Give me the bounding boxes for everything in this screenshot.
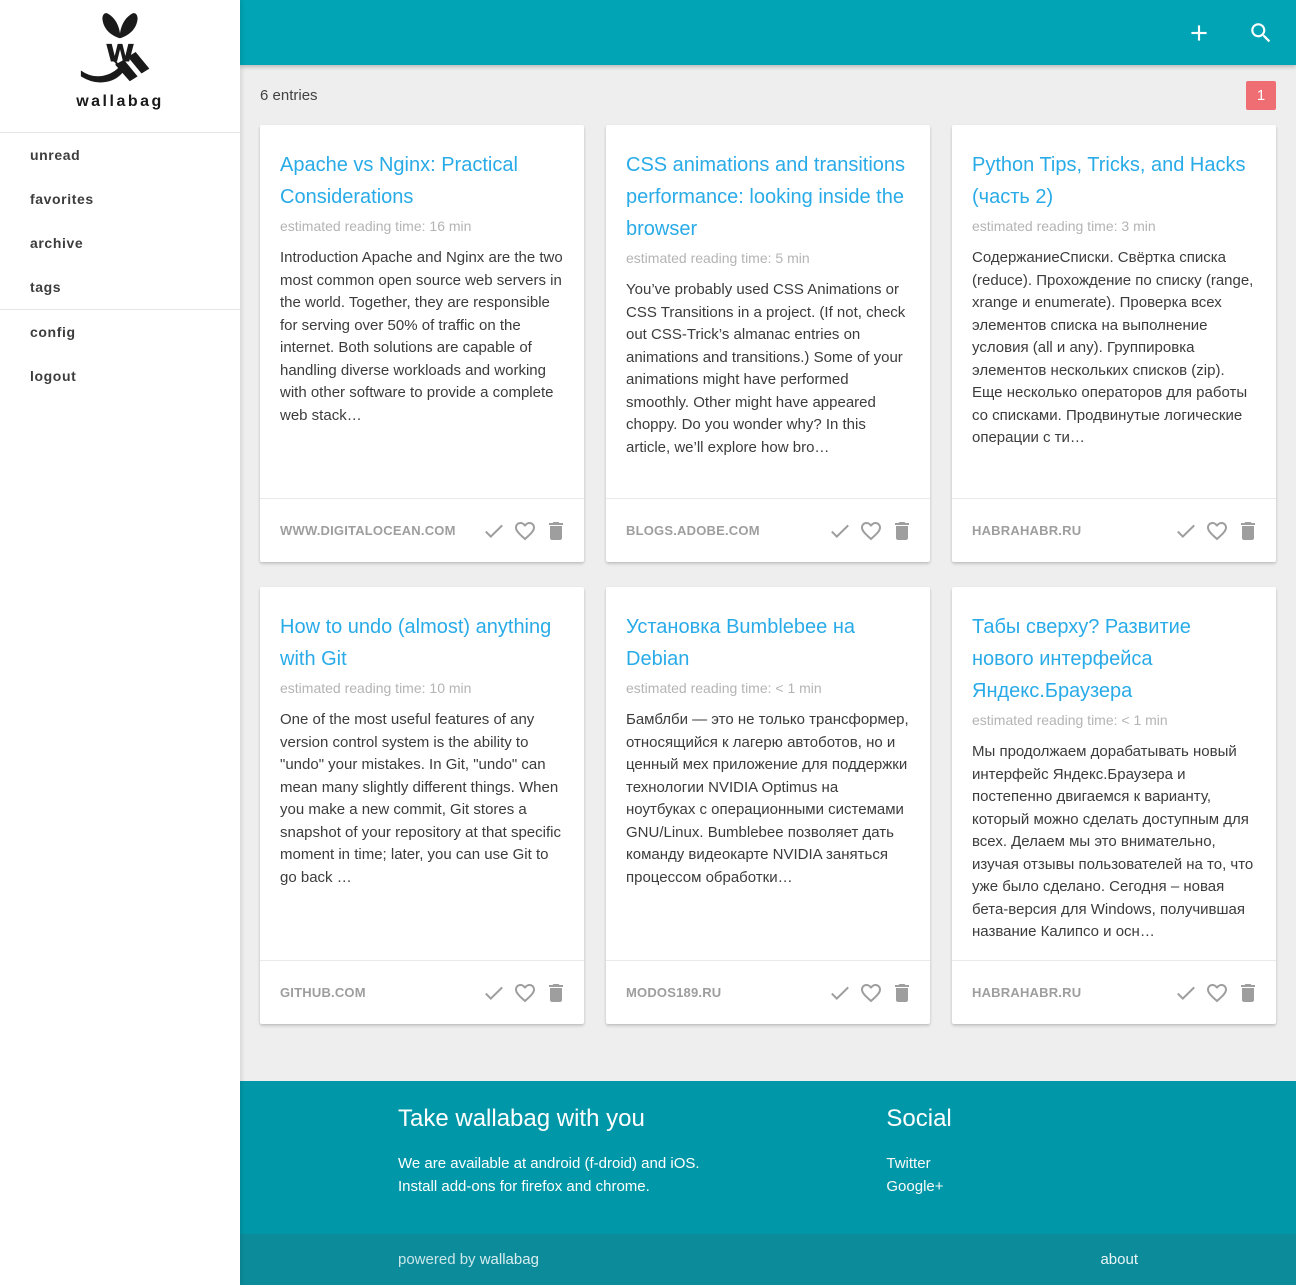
sidebar-item-logout[interactable] (0, 354, 240, 398)
search-icon[interactable] (1248, 20, 1274, 46)
entry-domain: HABRAHABR.RU (972, 523, 1082, 538)
mark-as-read-icon[interactable] (1174, 519, 1198, 543)
entry-title-link[interactable]: Python Tips, Tricks, and Hacks (часть 2) (972, 154, 1246, 208)
delete-trash-icon[interactable] (1236, 519, 1260, 543)
entry-card-content (606, 125, 930, 498)
sidebar-item-archive[interactable] (0, 221, 240, 265)
entry-card-footer (952, 498, 1276, 562)
favorite-heart-icon[interactable] (1205, 981, 1229, 1005)
entry-card (952, 587, 1276, 1024)
twitter-link[interactable]: Twitter (886, 1155, 931, 1172)
google-plus-link[interactable]: Google+ (886, 1178, 944, 1195)
top-bar (240, 0, 1296, 65)
footer-take-line1: We are available at android (f-droid) and iOS. (398, 1155, 700, 1172)
entry-title-link[interactable]: CSS animations and transitions performance: looking inside the browser (626, 154, 906, 240)
entry-card-footer (260, 498, 584, 562)
entry-card-content (952, 125, 1276, 498)
entry-domain: GITHUB.COM (280, 985, 366, 1000)
wallabag-logo-link[interactable] (0, 0, 240, 133)
main-area (240, 0, 1296, 1285)
entry-excerpt: Бамблби — это не только трансформер, относящийся к лагерю автоботов, но и ценный мех приложение для поддержки технологии NVIDIA Optimus на ноутбуках с операционными системами GNU/Linux. Bumblebee позволяет дать команду видеокарте NVIDIA заняться процессом обработки… (626, 711, 909, 886)
wallabag-logotype: wallabag (76, 93, 164, 110)
entry-reading-time: estimated reading time: 5 min (626, 250, 810, 266)
sidebar-item-tags[interactable] (0, 265, 240, 309)
footer-take-line2: Install add-ons for firefox and chrome. (398, 1178, 650, 1195)
entry-card (952, 125, 1276, 562)
mark-as-read-icon[interactable] (482, 519, 506, 543)
footer-social-column (886, 1105, 1138, 1198)
entry-excerpt: СодержаниеСписки. Свёртка списка (reduce). Прохождение по списку (range, xrange и enumerate). Проверка всех элементов списка на выполнение условия (all и any). Группировка элементов нескольких списков (zip). Еще несколько операторов для работы со списками. Продвинутые логические операции с ти… (972, 249, 1254, 446)
entry-card (260, 125, 584, 562)
entry-card (606, 125, 930, 562)
add-entry-icon[interactable] (1186, 20, 1212, 46)
entry-reading-time: estimated reading time: 10 min (280, 680, 472, 696)
entry-title-link[interactable]: How to undo (almost) anything with Git (280, 616, 552, 670)
footer-take-column (398, 1105, 886, 1198)
entry-card-footer (606, 498, 930, 562)
about-link[interactable]: about (1100, 1251, 1138, 1268)
entries-count: 6 entries (260, 86, 318, 104)
entry-domain: BLOGS.ADOBE.COM (626, 523, 760, 538)
pagination-page-1[interactable]: 1 (1246, 81, 1276, 110)
entry-card-content (260, 125, 584, 498)
sidebar-menu (0, 133, 240, 398)
entry-domain: HABRAHABR.RU (972, 985, 1082, 1000)
entry-card (260, 587, 584, 1024)
entry-excerpt: You’ve probably used CSS Animations or CSS Transitions in a project. (If not, check out CSS-Trick’s almanac entries on animations and transitions.) Some of your animations might have performed smoothly. Other might have appeared choppy. Do you wonder why? In this article, we’ll explore how bro… (626, 281, 906, 456)
entry-reading-time: estimated reading time: < 1 min (626, 680, 822, 696)
entry-reading-time: estimated reading time: 16 min (280, 218, 472, 234)
entry-card-content (260, 587, 584, 960)
delete-trash-icon[interactable] (1236, 981, 1260, 1005)
entry-domain: MODOS189.RU (626, 985, 722, 1000)
entry-title-link[interactable]: Apache vs Nginx: Practical Considerations (280, 154, 518, 208)
entry-card-content (952, 587, 1276, 960)
delete-trash-icon[interactable] (890, 981, 914, 1005)
mark-as-read-icon[interactable] (828, 519, 852, 543)
entry-reading-time: estimated reading time: < 1 min (972, 712, 1168, 728)
page-footer (240, 1081, 1296, 1285)
mark-as-read-icon[interactable] (828, 981, 852, 1005)
favorite-heart-icon[interactable] (1205, 519, 1229, 543)
delete-trash-icon[interactable] (544, 981, 568, 1005)
footer-social-title: Social (886, 1105, 952, 1132)
sidebar-item-label: favorites (30, 191, 94, 207)
sidebar-item-label: tags (30, 279, 62, 295)
mark-as-read-icon[interactable] (482, 981, 506, 1005)
sidebar-item-config[interactable] (0, 310, 240, 354)
sidebar (0, 0, 240, 1285)
entries-content (240, 65, 1296, 1081)
favorite-heart-icon[interactable] (859, 519, 883, 543)
wallabag-logo-icon (0, 6, 240, 94)
entry-card-content (606, 587, 930, 960)
entry-card-footer (606, 960, 930, 1024)
entry-title-link[interactable]: Табы сверху? Развитие нового интерфейса Яндекс.Браузера (972, 616, 1191, 702)
sidebar-item-label: unread (30, 147, 81, 163)
footer-copyright-bar (240, 1234, 1296, 1285)
sidebar-item-label: logout (30, 368, 77, 384)
sidebar-item-label: archive (30, 235, 84, 251)
entry-card (606, 587, 930, 1024)
delete-trash-icon[interactable] (890, 519, 914, 543)
entry-excerpt: Introduction Apache and Nginx are the two most common open source web servers in the world. Together, they are responsible for serving over 50% of traffic on the internet. Both solutions are capable of handling diverse workloads and working with other software to provide a complete web stack… (280, 249, 563, 424)
mark-as-read-icon[interactable] (1174, 981, 1198, 1005)
footer-take-title: Take wallabag with you (398, 1105, 645, 1132)
entries-toolbar (260, 65, 1276, 125)
footer-main (240, 1081, 1296, 1234)
entries-grid (260, 125, 1276, 1024)
sidebar-item-unread[interactable] (0, 133, 240, 177)
powered-by-text (398, 1251, 539, 1268)
entry-card-footer (260, 960, 584, 1024)
entry-excerpt: Мы продолжаем дорабатывать новый интерфейс Яндекс.Браузера и постепенно двигаемся к варианту, который можно сделать доступным для всех. Делаем мы это внимательно, изучая отзывы пользователей на то, что уже было сделано. Сегодня – новая бета-версия для Windows, получившая название Калипсо и осн… (972, 743, 1254, 940)
entry-excerpt: One of the most useful features of any version control system is the ability to "undo" your mistakes. In Git, "undo" can mean many slightly different things. When you make a new commit, Git stores a snapshot of your repository at that specific moment in time; later, you can use Git to go back … (280, 711, 561, 886)
favorite-heart-icon[interactable] (513, 519, 537, 543)
favorite-heart-icon[interactable] (859, 981, 883, 1005)
favorite-heart-icon[interactable] (513, 981, 537, 1005)
sidebar-item-favorites[interactable] (0, 177, 240, 221)
entry-domain: WWW.DIGITALOCEAN.COM (280, 523, 456, 538)
wallabag-site-link[interactable]: wallabag (479, 1251, 539, 1268)
delete-trash-icon[interactable] (544, 519, 568, 543)
svg-text:w: w (105, 31, 135, 70)
sidebar-item-label: config (30, 324, 76, 340)
entry-card-footer (952, 960, 1276, 1024)
entry-title-link[interactable]: Установка Bumblebee на Debian (626, 616, 855, 670)
entry-reading-time: estimated reading time: 3 min (972, 218, 1156, 234)
powered-by-prefix: powered by (398, 1251, 480, 1268)
